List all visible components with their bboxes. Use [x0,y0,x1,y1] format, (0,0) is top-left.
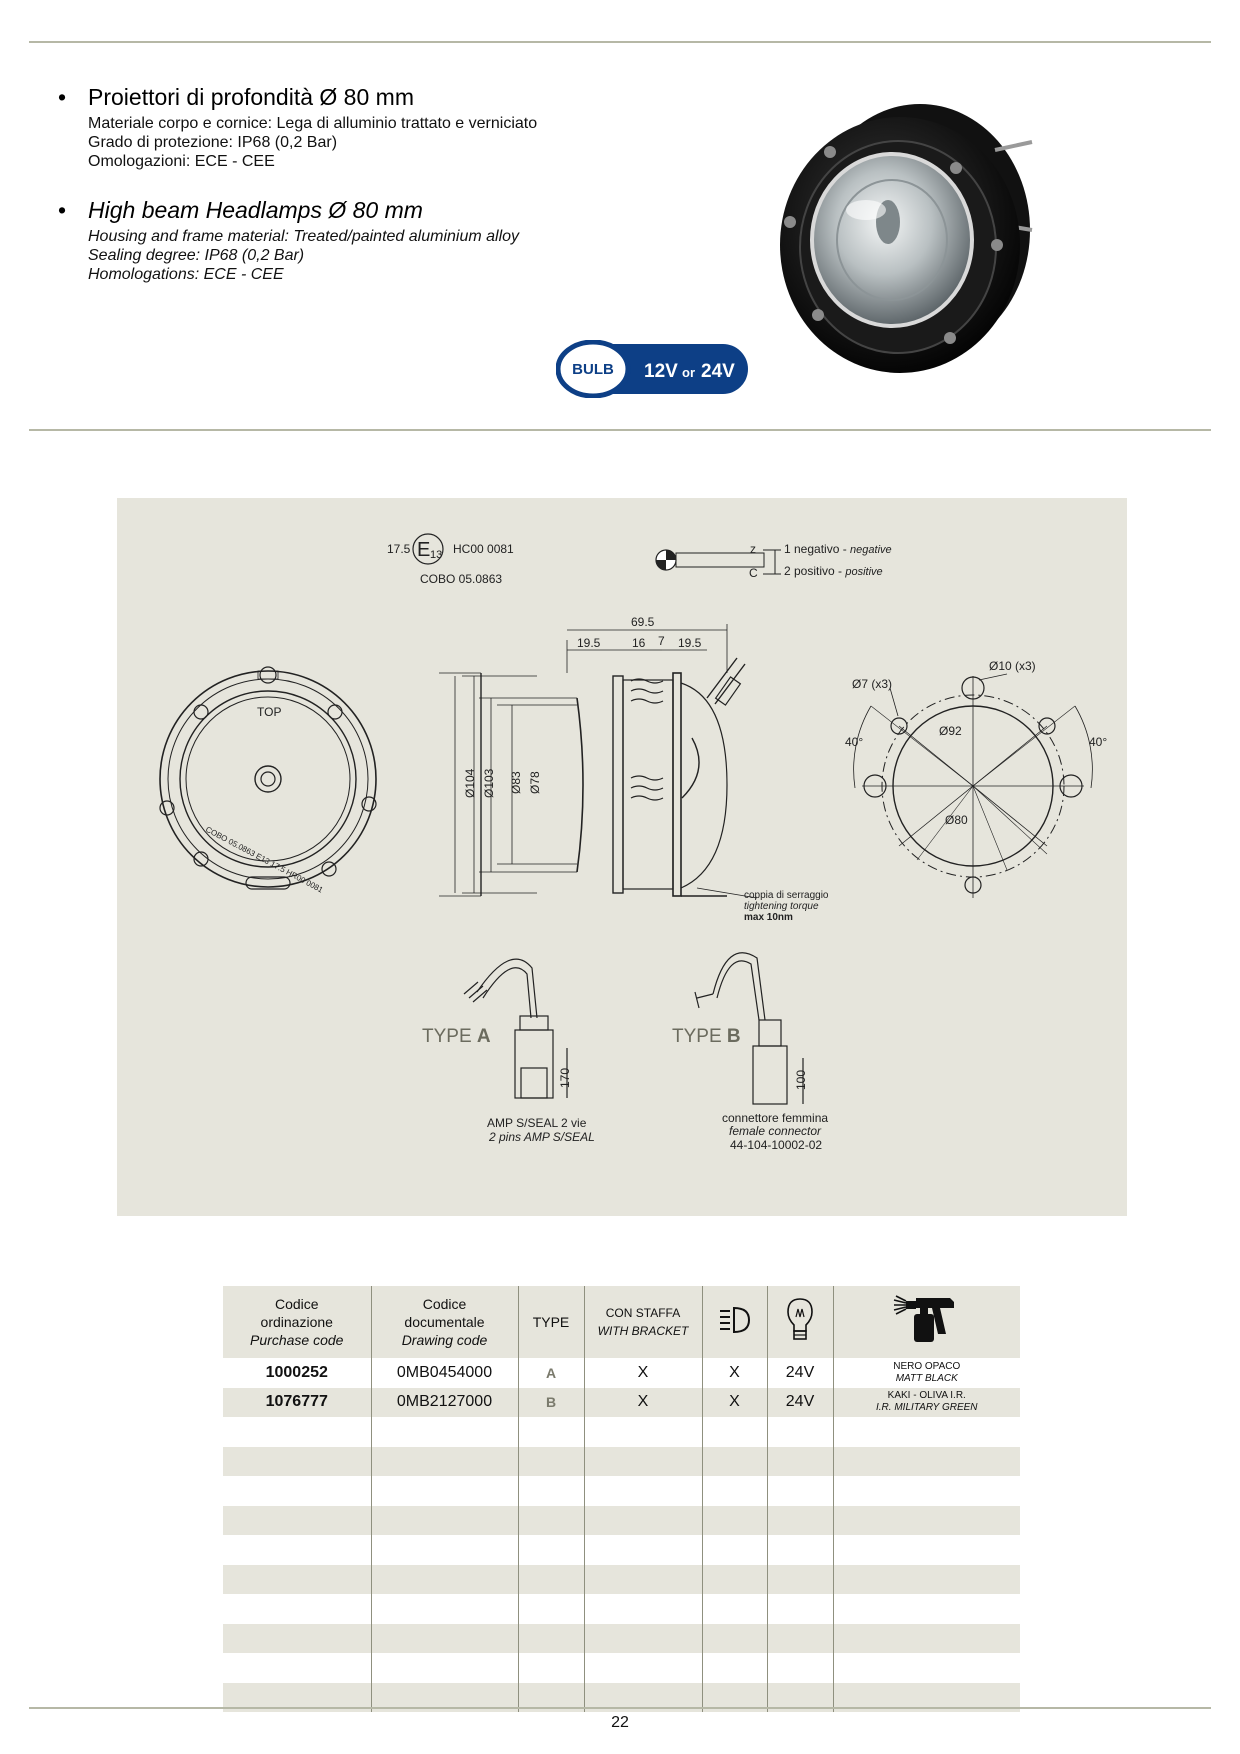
pin1-en: negative [850,544,892,556]
conn-b-en: female connector [729,1124,822,1138]
dim-a: 19.5 [577,636,601,650]
conn-b-it: connettore femmina [722,1111,829,1125]
dia-78: Ø78 [528,771,542,794]
title-english: High beam Headlamps Ø 80 mm [88,197,423,223]
dia-104: Ø104 [463,768,477,798]
volt-cell: 24V [767,1388,833,1418]
empty-row [223,1624,1020,1654]
heading-italian [58,84,537,171]
dim-b: 16 [632,636,646,650]
drawing-code: 0MB2127000 [371,1388,518,1418]
spec-line: Materiale corpo e cornice: Lega di alluminio trattato e verniciato [88,115,538,132]
dim-total: 69.5 [631,615,655,629]
type-b-length: 100 [794,1069,808,1090]
angle-left: 40° [845,735,864,749]
badge-volt-b: 24V [701,361,735,382]
drawing-svg [117,498,1127,1216]
conn-b-code: 44-104-10002-02 [730,1138,823,1152]
top-divider [29,41,1211,43]
drawing-code: 0MB0454000 [371,1358,518,1388]
pin1-it: 1 negativo - [784,542,851,556]
svg-text:1 negativo - negative [784,542,892,556]
voltage-badge [556,340,752,398]
spec-line: Grado di protezione: IP68 (0,2 Bar) [88,134,338,151]
empty-row [223,1506,1020,1536]
dia-83: Ø83 [509,771,523,794]
hole7-label: Ø7 (x3) [852,677,893,691]
col-bracket: CON STAFFA WITH BRACKET [584,1286,702,1358]
pin-z: z [750,542,756,556]
product-table [223,1286,1020,1712]
col-drawing-code: Codice documentale Drawing code [371,1286,518,1358]
spec-line: Homologations: ECE - CEE [88,266,284,283]
empty-row [223,1476,1020,1506]
torque-en: tightening torque [744,901,819,912]
badge-volt-a: 12V [644,361,678,382]
type-b-word: TYPE [672,1026,722,1047]
dia80-label: Ø80 [945,813,968,827]
bullet: • [58,84,67,110]
type-a-length: 170 [558,1067,572,1088]
approval-code: HC00 0081 [453,542,514,556]
title-italian: Proiettori di profondità Ø 80 mm [88,84,414,110]
pin2-en: positive [845,566,883,578]
page-number: 22 [611,1714,629,1731]
type-b-letter: B [726,1026,741,1047]
technical-drawing [117,498,1127,1216]
hole-pattern [854,674,1093,898]
svg-text:2 positivo - positive [784,564,883,578]
pin2-it: 2 positivo - [784,564,846,578]
pin-c: C [749,566,758,580]
bullet: • [58,197,67,223]
empty-row [223,1565,1020,1595]
col-beam [702,1286,767,1358]
approval-ref: COBO 05.0863 [420,572,503,586]
front-ring-text: COBO 05.0863 E13 17.5 HR00 0081 [204,824,325,895]
spec-line: Sealing degree: IP68 (0,2 Bar) [88,247,305,264]
torque-max: max 10nm [744,912,793,923]
purchase-code: 1076777 [223,1388,371,1418]
dim-c: 7 [658,634,665,648]
badge-bulb-text: BULB [572,361,614,378]
badge-or: or [682,365,695,380]
spec-line: Housing and frame material: Treated/painted aluminium alloy [88,228,520,245]
approval-mark: E [417,539,431,561]
empty-row [223,1594,1020,1624]
empty-row [223,1535,1020,1565]
type-cell: B [518,1388,584,1418]
approval-number: 17.5 [387,542,411,556]
front-top-label: TOP [257,705,282,719]
type-a-word: TYPE [422,1026,472,1047]
high-beam-icon [718,1305,752,1335]
empty-row [223,1653,1020,1683]
type-b-label [672,1026,741,1047]
type-cell: A [518,1358,584,1388]
approval-sub: 13 [430,549,443,561]
table-header-row [223,1286,1020,1358]
conn-a-it: AMP S/SEAL 2 vie [487,1116,587,1130]
table-row [223,1358,1020,1388]
conn-a-en: 2 pins AMP S/SEAL [489,1130,595,1144]
bracket-cell: X [584,1388,702,1418]
headlamp-photo [770,90,1040,380]
dia-103: Ø103 [482,768,496,798]
type-a-letter: A [476,1026,491,1047]
dia92-label: Ø92 [939,724,962,738]
spray-gun-icon [892,1294,962,1346]
beam-cell: X [702,1388,767,1418]
torque-it: coppia di serraggio [744,890,829,901]
heading-english [58,197,519,284]
col-bulb [767,1286,833,1358]
angle-right: 40° [1089,735,1108,749]
finish-cell: KAKI - OLIVA I.R. I.R. MILITARY GREEN [833,1388,1020,1418]
hole10-label: Ø10 (x3) [989,659,1036,673]
empty-row [223,1447,1020,1477]
beam-cell: X [702,1358,767,1388]
bracket-cell: X [584,1358,702,1388]
type-a-label [422,1026,491,1047]
bulb-icon [786,1297,814,1343]
col-purchase-code: Codice ordinazione Purchase code [223,1286,371,1358]
footer-divider [29,1707,1211,1709]
col-type: TYPE [518,1286,584,1358]
purchase-code: 1000252 [223,1358,371,1388]
empty-row [223,1417,1020,1447]
finish-cell: NERO OPACO MATT BLACK [893,1360,961,1384]
spec-line: Omologazioni: ECE - CEE [88,153,275,170]
col-finish [833,1286,1020,1358]
volt-cell: 24V [767,1358,833,1388]
table-row [223,1388,1020,1418]
dim-d: 19.5 [678,636,702,650]
section-divider [29,429,1211,431]
